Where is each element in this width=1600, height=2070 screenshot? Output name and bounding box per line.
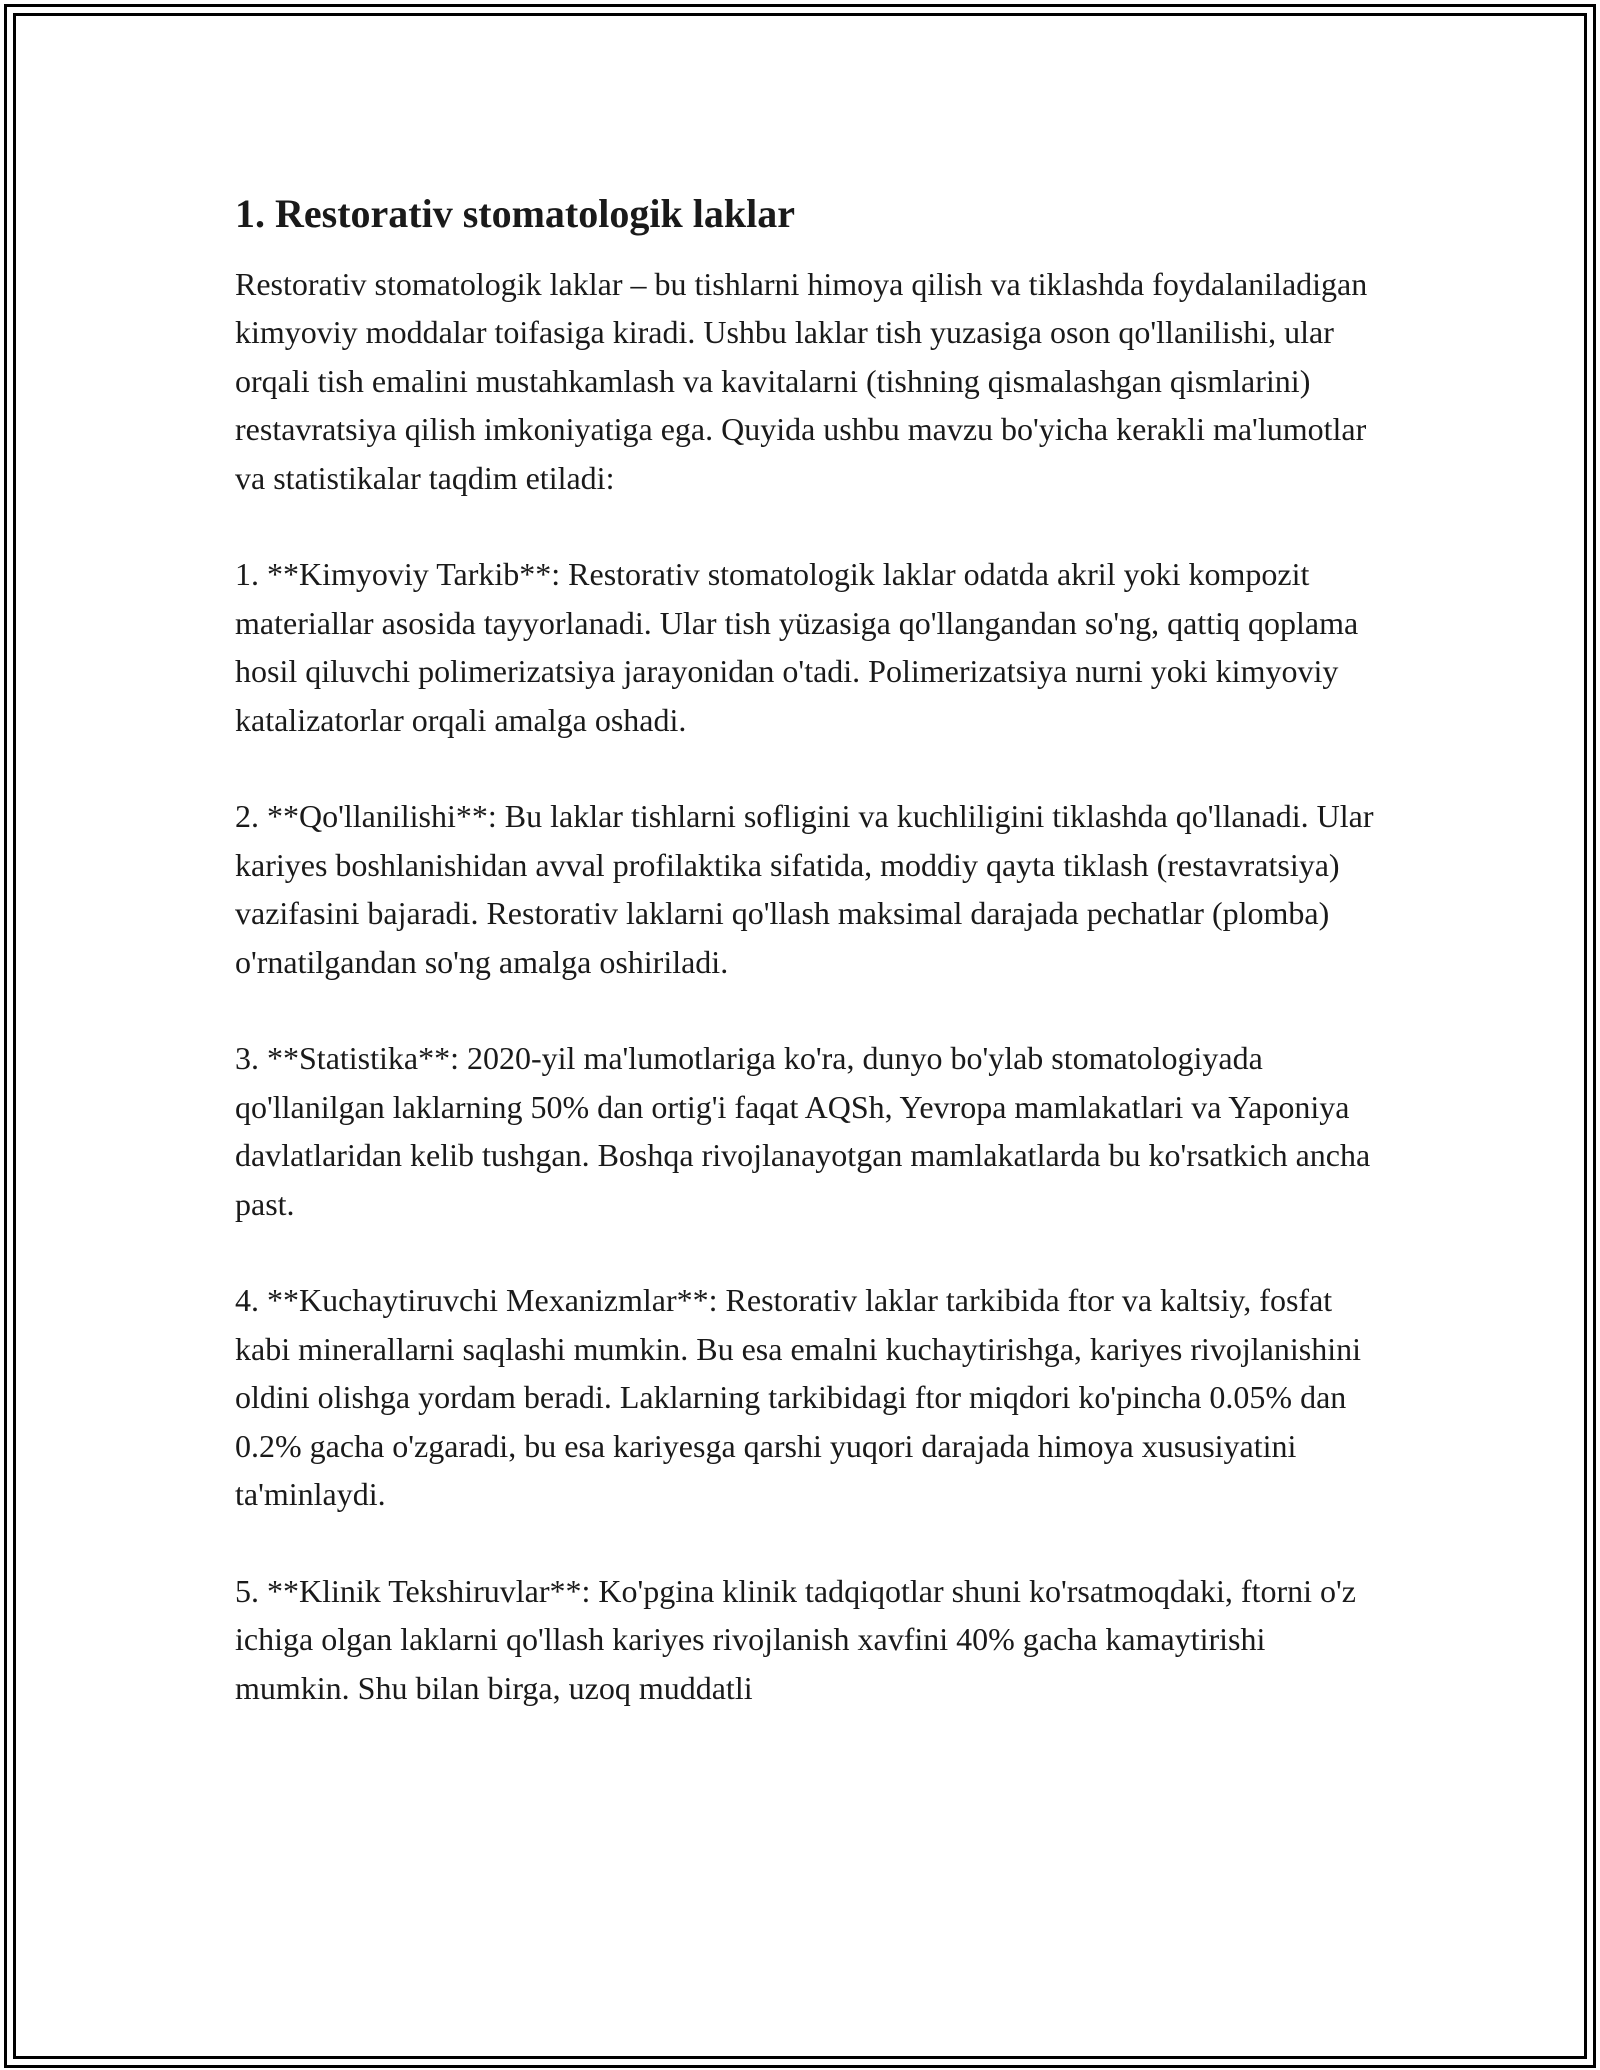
paragraph-klinik-tekshiruvlar: 5. **Klinik Tekshiruvlar**: Ko'pgina klinik tadqiqotlar shuni ko'rsatmoqdaki, ftorni o'z ichiga olgan laklarni qo'llash kariyes rivojlanish xavfini 40% gacha kamaytirishi mumkin. Shu bilan birga, uzoq muddatli — [235, 1572, 1356, 1706]
section-heading: 1. Restorativ stomatologik laklar — [235, 191, 795, 236]
paragraph-kimyoviy-tarkib: 1. **Kimyoviy Tarkib**: Restorativ stomatologik laklar odatda akril yoki kompozit materiallar asosida tayyorlanadi. Ular tish yüzasiga qo'llangandan so'ng, qattiq qoplama hosil qiluvchi polimerizatsiya jarayonidan o'tadi. Polimerizatsiya nurni yoki kimyoviy katalizatorlar orqali amalga oshadi. — [235, 556, 1359, 738]
intro-paragraph: Restorativ stomatologik laklar – bu tishlarni himoya qilish va tiklashda foydalaniladigan kimyoviy moddalar toifasiga kiradi. Ushbu laklar tish yuzasiga oson qo'llanilishi, ular orqali tish emalini mustahkamlash va kavitalarni (tishning qismalashgan qismlarini) restavratsiya qilish imkoniyatiga ega. Quyida ushbu mavzu bo'yicha kerakli ma'lumotlar va statistikalar taqdim etiladi: — [235, 266, 1368, 496]
paragraph-kuchaytiruvchi-mexanizmlar: 4. **Kuchaytiruvchi Mexanizmlar**: Restorativ laklar tarkibida ftor va kaltsiy, fosfat kabi minerallarni saqlashi mumkin. Bu esa emalni kuchaytirishga, kariyes rivojlanishini oldini olishga yordam beradi. Laklarning tarkibidagi ftor miqdori ko'pincha 0.05% dan 0.2% gacha o'zgaradi, bu esa kariyesga qarshi yuqori darajada himoya xususiyatini ta'minlaydi. — [235, 1282, 1361, 1513]
paragraph-statistika: 3. **Statistika**: 2020-yil ma'lumotlariga ko'ra, dunyo bo'ylab stomatologiyada qo'llanilgan laklarning 50% dan ortig'i faqat AQSh, Yevropa mamlakatlari va Yaponiya davlatlaridan kelib tushgan. Boshqa rivojlanayotgan mamlakatlarda bu ko'rsatkich ancha past. — [235, 1040, 1371, 1222]
paragraph-qollanilishi: 2. **Qo'llanilishi**: Bu laklar tishlarni sofligini va kuchliligini tiklashda qo'llanadi. Ular kariyes boshlanishidan avval profilaktika sifatida, moddiy qayta tiklash (restavratsiya) vazifasini bajaradi. Restorativ laklarni qo'llash maksimal darajada pechatlar (plomba) o'rnatilgandan so'ng amalga oshiriladi. — [235, 798, 1374, 980]
document-body — [235, 188, 1375, 1761]
